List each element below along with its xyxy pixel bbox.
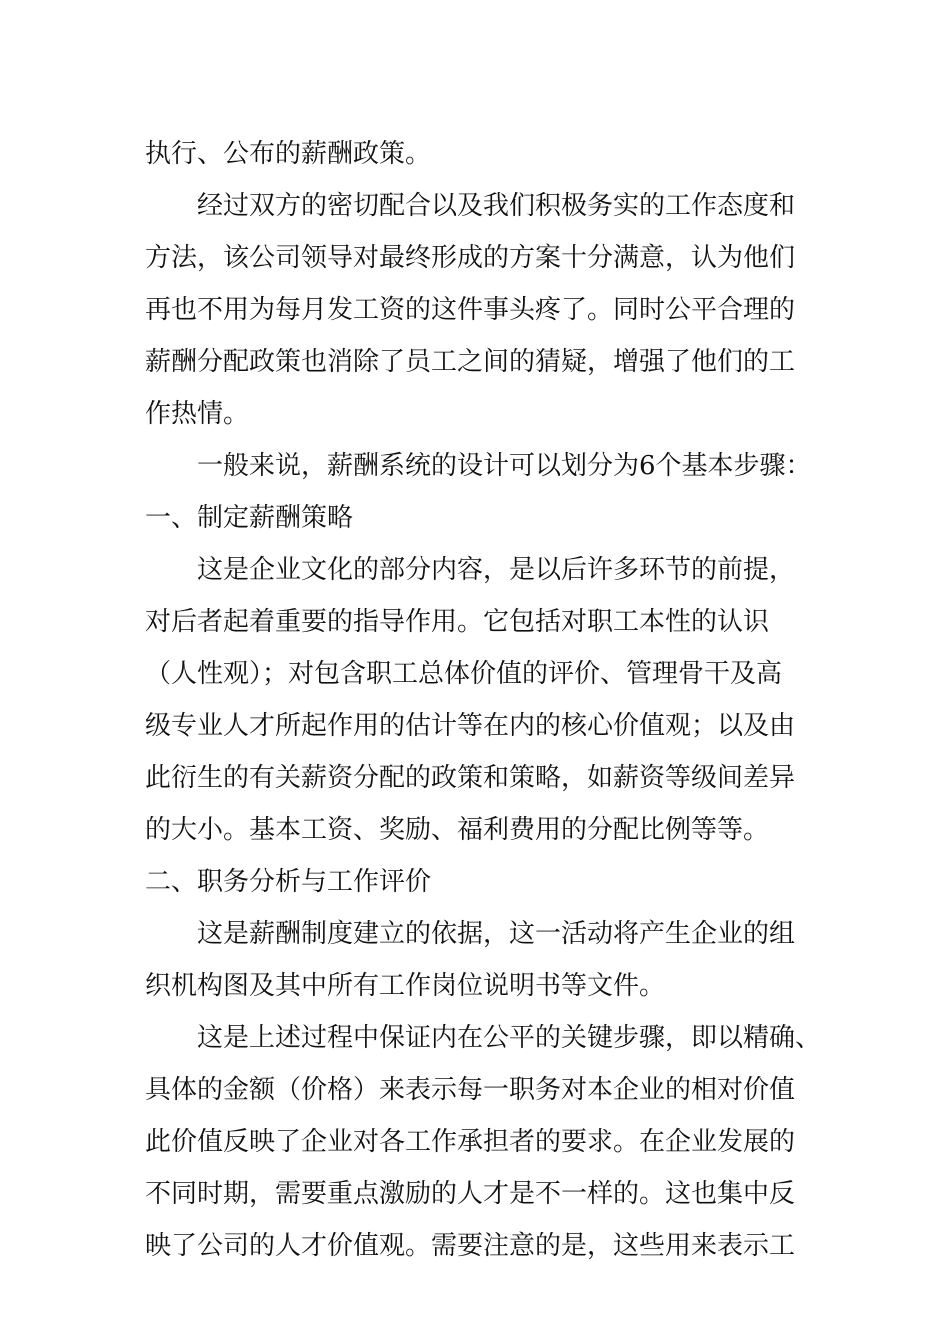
text-line: 织机构图及其中所有工作岗位说明书等文件。 bbox=[145, 971, 666, 1001]
text-line: 对后者起着重要的指导作用。它包括对职工本性的认识 bbox=[145, 607, 770, 637]
section-heading: 二、职务分析与工作评价 bbox=[145, 867, 432, 897]
paragraph-first-line: 这是薪酬制度建立的依据，这一活动将产生企业的组 bbox=[197, 919, 796, 949]
text-line: 作热情。 bbox=[145, 399, 250, 429]
text-line: （人性观）；对包含职工总体价值的评价、管理骨干及高 bbox=[145, 659, 783, 689]
text-line: 薪酬分配政策也消除了员工之间的猜疑，增强了他们的工 bbox=[145, 347, 796, 377]
text-line: 此衍生的有关薪资分配的政策和策略，如薪资等级间差异 bbox=[145, 763, 796, 793]
text-line: 不同时期，需要重点激励的人才是不一样的。这也集中反 bbox=[145, 1179, 796, 1209]
text-line: 执行、公布的薪酬政策。 bbox=[145, 139, 432, 169]
paragraph-first-line: 一般来说，薪酬系统的设计可以划分为6个基本步骤： bbox=[197, 451, 812, 481]
paragraph-first-line: 经过双方的密切配合以及我们积极务实的工作态度和 bbox=[197, 191, 796, 221]
paragraph-first-line: 这是企业文化的部分内容，是以后许多环节的前提， bbox=[197, 555, 796, 585]
section-heading: 一、制定薪酬策略 bbox=[145, 503, 354, 533]
text-line: 此价值反映了企业对各工作承担者的要求。在企业发展的 bbox=[145, 1127, 796, 1157]
text-line: 映了公司的人才价值观。需要注意的是，这些用来表示工 bbox=[145, 1231, 796, 1261]
text-line: 具体的金额（价格）来表示每一职务对本企业的相对价值 bbox=[145, 1075, 796, 1105]
text-line: 的大小。基本工资、奖励、福利费用的分配比例等等。 bbox=[145, 815, 770, 845]
paragraph-first-line: 这是上述过程中保证内在公平的关键步骤，即以精确、 bbox=[197, 1023, 822, 1053]
text-line: 级专业人才所起作用的估计等在内的核心价值观；以及由 bbox=[145, 711, 796, 741]
document-body bbox=[145, 128, 822, 1272]
text-line: 方法，该公司领导对最终形成的方案十分满意，认为他们 bbox=[145, 243, 796, 273]
text-line: 再也不用为每月发工资的这件事头疼了。同时公平合理的 bbox=[145, 295, 796, 325]
